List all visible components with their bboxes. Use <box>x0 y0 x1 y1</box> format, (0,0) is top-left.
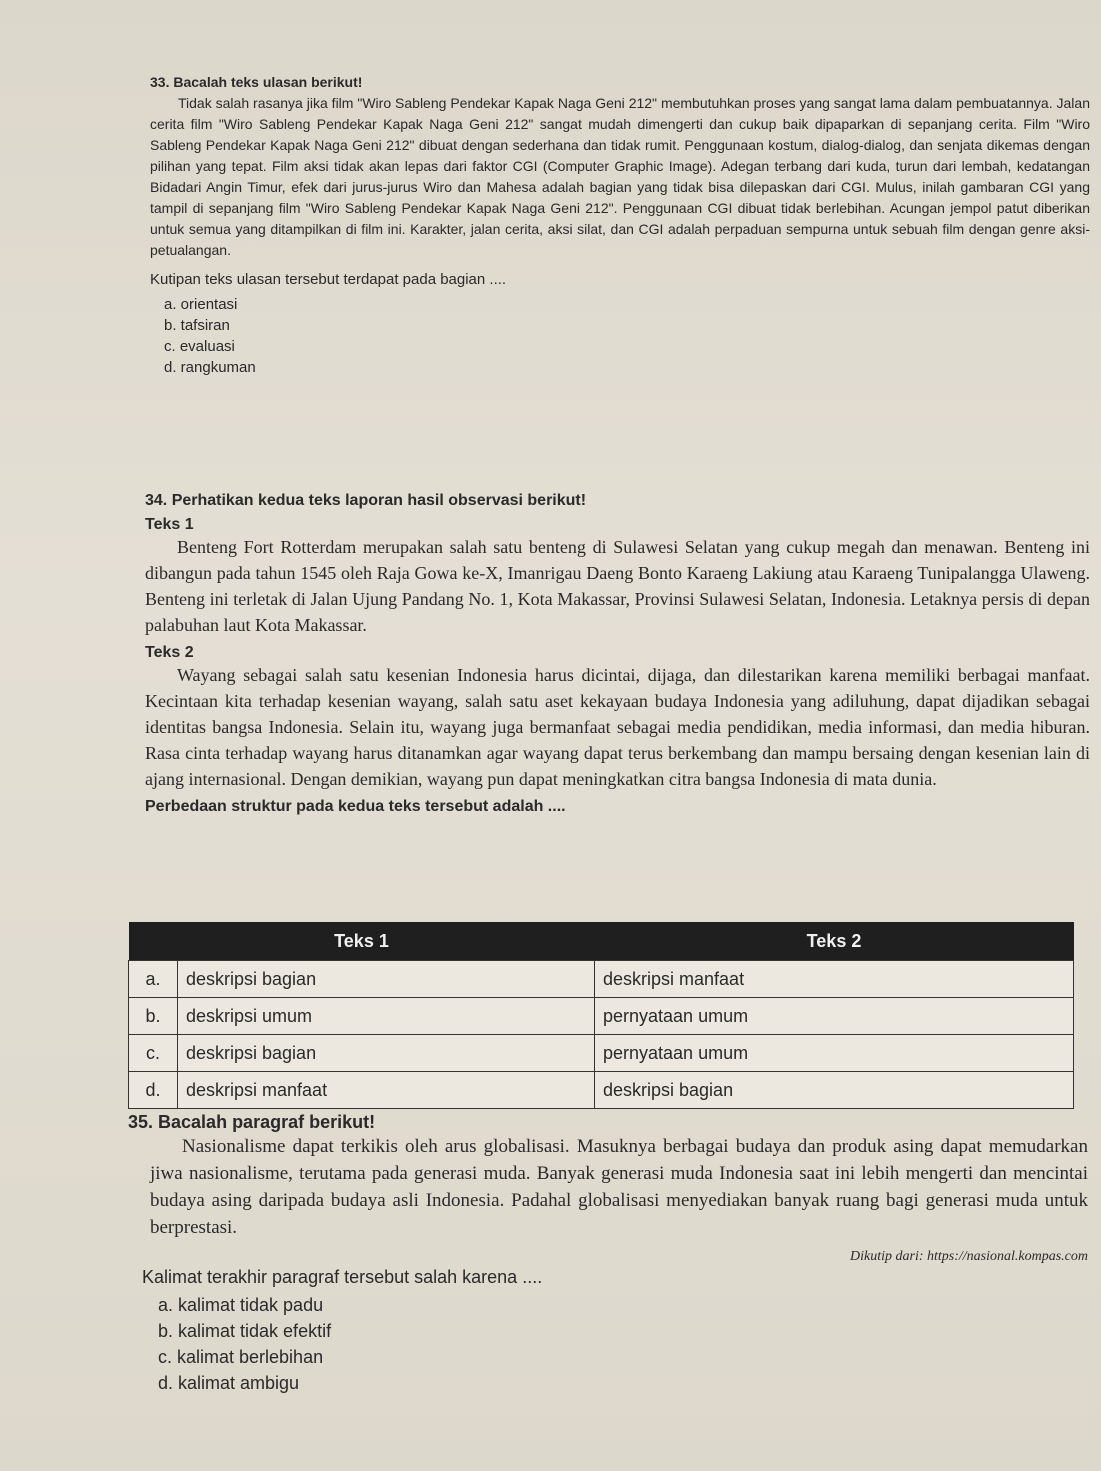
table-row[interactable] <box>129 1035 1074 1072</box>
option-a[interactable]: a. kalimat tidak padu <box>158 1295 324 1315</box>
text-1-passage: Benteng Fort Rotterdam merupakan salah satu benteng di Sulawesi Selatan yang cukup megah dan menawan. Benteng ini dibangun pada tahun 1545 oleh Raja Gowa ke-X, Imanrigau Daeng Bonto Karaeng Lakiung atau Karaeng Tunipalangga Ulaweng. Benteng ini terletak di Jalan Ujung Pandang No. 1, Kota Makassar, Provinsi Sulawesi Selatan, Indonesia. Letaknya persis di depan palabuhan laut Kota Makassar. <box>145 537 1090 635</box>
column-header-teks-2: Teks 2 <box>595 922 1074 961</box>
table-header-row <box>129 922 1074 961</box>
column-header-teks-1: Teks 1 <box>129 922 595 961</box>
question-35-options <box>128 1292 1088 1396</box>
option-d[interactable]: d. rangkuman <box>164 359 256 376</box>
text-1-label: Teks 1 <box>145 516 194 533</box>
cell-teks-2: deskripsi manfaat <box>595 961 1074 998</box>
row-label: a. <box>129 961 178 998</box>
option-b[interactable]: b. tafsiran <box>164 317 230 334</box>
question-35-passage: Nasionalisme dapat terkikis oleh arus globalisasi. Masuknya berbagai budaya dan produk asing dapat memudarkan jiwa nasionalisme, terutama pada generasi muda. Banyak generasi muda Indonesia saat ini lebih mengerti dan mencintai budaya asing daripada budaya asli Indonesia. Padahal globalisasi menyediakan banyak ruang bagi generasi muda untuk berprestasi. <box>150 1136 1088 1238</box>
cell-teks-1: deskripsi bagian <box>178 1035 595 1072</box>
question-35-heading: 35. Bacalah paragraf berikut! <box>128 1112 376 1132</box>
question-33-heading: 33. Bacalah teks ulasan berikut! <box>150 74 363 90</box>
row-label: d. <box>129 1072 178 1109</box>
question-34-heading: 34. Perhatikan kedua teks laporan hasil observasi berikut! <box>145 492 587 509</box>
cell-teks-1: deskripsi umum <box>178 998 595 1035</box>
cell-teks-2: deskripsi bagian <box>595 1072 1074 1109</box>
row-label: c. <box>129 1035 178 1072</box>
option-a[interactable]: a. orientasi <box>164 296 238 313</box>
text-2-label: Teks 2 <box>145 644 194 661</box>
question-33 <box>150 72 1090 378</box>
question-33-passage: Tidak salah rasanya jika film "Wiro Sableng Pendekar Kapak Naga Geni 212" membutuhkan proses yang sangat lama dalam pembuatannya. Jalan cerita film "Wiro Sableng Pendekar Kapak Naga Geni 212" sangat mudah dimengerti dan cukup baik dipaparkan di sepanjang cerita. Film "Wiro Sableng Pendekar Kapak Naga Geni 212" dibuat dengan sederhana dan tidak rumit. Penggunaan kostum, dialog-dialog, dan senjata dikemas dengan pilihan yang tepat. Film aksi tidak akan lepas dari faktor CGI (Computer Graphic Image). Adegan terbang dari kuda, turun dari lembah, kedatangan Bidadari Angin Timur, efek dari jurus-jurus Wiro dan Mahesa adalah bagian yang tidak bisa dilepaskan dari CGI. Mulus, inilah gambaran CGI yang tampil di sepanjang film "Wiro Sableng Pendekar Kapak Naga Geni 212". Penggunaan CGI dibuat tidak berlebihan. Acungan jempol patut diberikan untuk semua yang ditampilkan di film ini. Karakter, jalan cerita, aksi silat, dan CGI adalah perpaduan sempurna untuk sebuah film dengan genre aksi-petualangan. <box>150 95 1090 258</box>
source-citation: Dikutip dari: https://nasional.kompas.com <box>850 1249 1088 1264</box>
cell-teks-2: pernyataan umum <box>595 1035 1074 1072</box>
option-b[interactable]: b. kalimat tidak efektif <box>158 1321 332 1341</box>
option-d[interactable]: d. kalimat ambigu <box>158 1373 300 1393</box>
table-row[interactable] <box>129 998 1074 1035</box>
answer-table <box>128 922 1074 1109</box>
text-2-passage: Wayang sebagai salah satu kesenian Indonesia harus dicintai, dijaga, dan dilestarikan karena memiliki berbagai manfaat. Kecintaan kita terhadap kesenian wayang, salah satu aset kekayaan budaya Indonesia yang adiluhung, dapat dijadikan sebagai identitas bangsa Indonesia. Selain itu, wayang juga bermanfaat sebagai media pendidikan, media informasi, dan media hiburan. Rasa cinta terhadap wayang harus ditanamkan agar wayang dapat terus berkembang dan mampu bersaing dengan kesenian lain di ajang internasional. Dengan demikian, wayang pun dapat meningkatkan citra bangsa Indonesia di mata dunia. <box>145 665 1090 789</box>
question-34 <box>145 492 1090 816</box>
row-label: b. <box>129 998 178 1035</box>
question-34-prompt: Perbedaan struktur pada kedua teks tersebut adalah .... <box>145 798 566 815</box>
cell-teks-1: deskripsi manfaat <box>178 1072 595 1109</box>
option-c[interactable]: c. kalimat berlebihan <box>158 1347 324 1367</box>
question-33-options <box>150 294 1090 378</box>
option-c[interactable]: c. evaluasi <box>164 338 235 355</box>
question-35-prompt: Kalimat terakhir paragraf tersebut salah karena .... <box>142 1267 543 1287</box>
question-33-prompt: Kutipan teks ulasan tersebut terdapat pada bagian .... <box>150 271 507 288</box>
cell-teks-2: pernyataan umum <box>595 998 1074 1035</box>
question-35 <box>128 1112 1088 1396</box>
table-row[interactable] <box>129 1072 1074 1109</box>
cell-teks-1: deskripsi bagian <box>178 961 595 998</box>
table-row[interactable] <box>129 961 1074 998</box>
